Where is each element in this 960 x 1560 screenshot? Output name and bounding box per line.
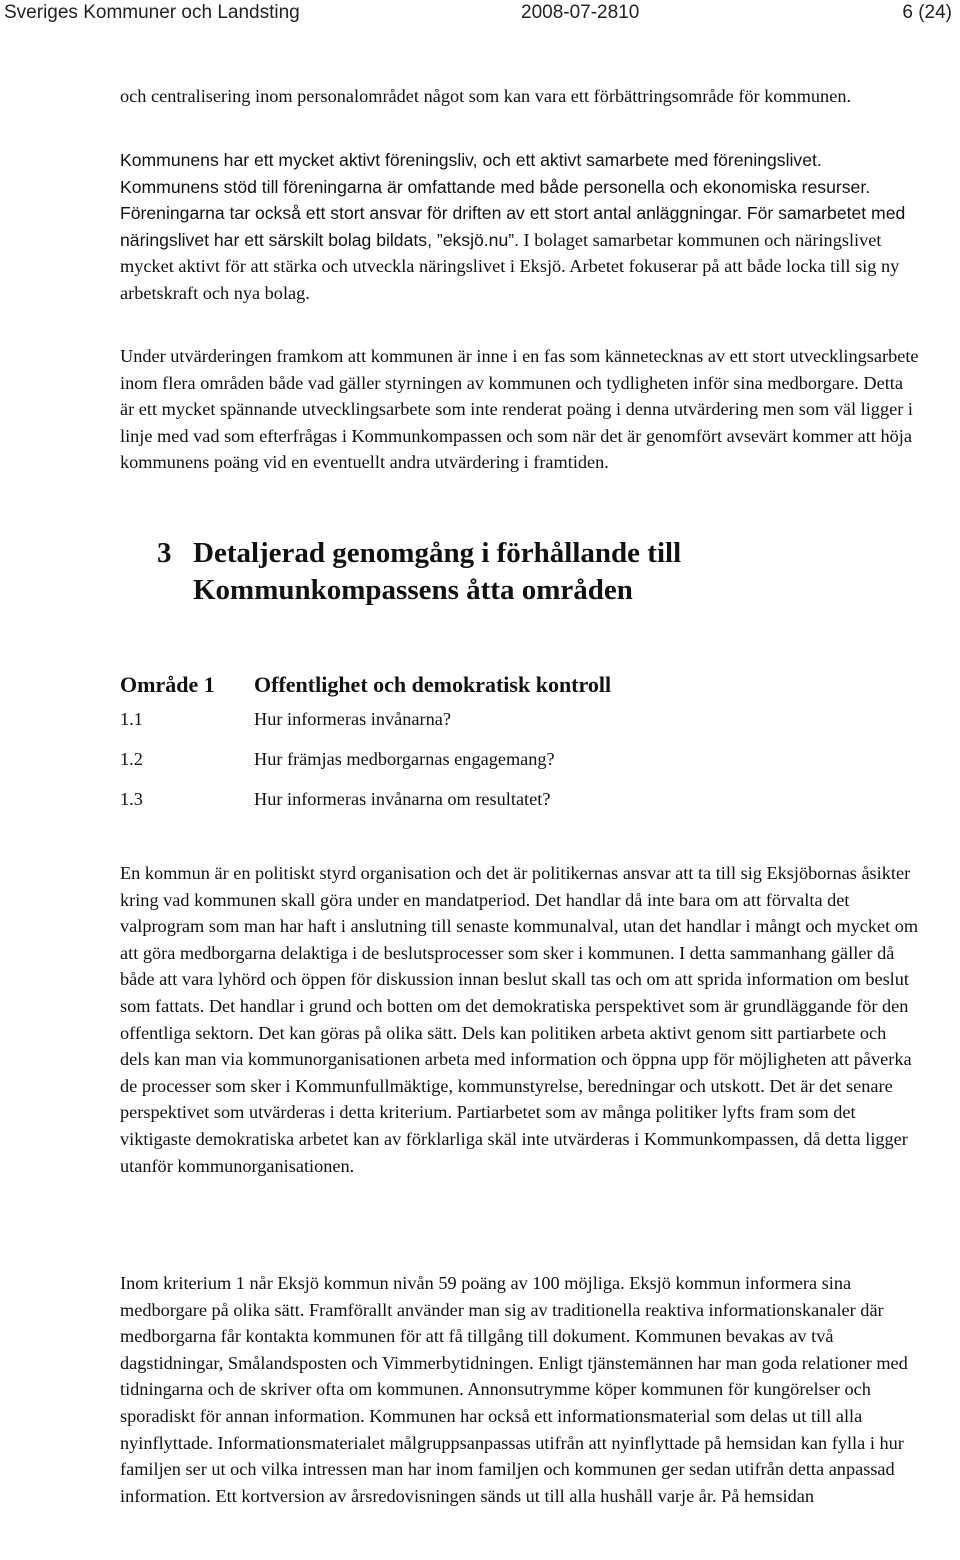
criterion-text: Hur främjas medborgarnas engagemang?: [254, 749, 555, 769]
criterion-number: 1.1: [120, 709, 143, 729]
area-label: Område 1: [120, 672, 215, 697]
header-page-number: 6 (24): [902, 2, 952, 23]
criterion-number: 1.2: [120, 749, 143, 769]
paragraph-foreningsliv-serif: I bolaget samarbetar kommunen och näringslivet mycket aktivt för att stärka och utveckla näringslivet i Eksjö. Arbetet fokuserar på att både locka till sig ny arbetskraft och nya bolag.: [120, 229, 900, 303]
criterion-text: Hur informeras invånarna om resultatet?: [254, 789, 551, 809]
paragraph-utvardering: Under utvärderingen framkom att kommunen är inne i en fas som kännetecknas av ett stort utvecklingsarbete inom flera områden både vad gäller styrningen av kommunen och tydligheten inför sina medborgare. Detta är ett mycket spännande utvecklingsarbete som inte renderat poäng i denna utvärdering men som väl ligger i linje med vad som efterfrågas i Kommunkompassen och som när det är genomfört avsevärt kommer att höja kommunens poäng vid en eventuellt andra utvärdering i framtiden.: [120, 346, 919, 473]
paragraph-kriterium-1: Inom kriterium 1 når Eksjö kommun nivån 59 poäng av 100 möjliga. Eksjö kommun informera sina medborgare på olika sätt. Framförallt använder man sig av traditionella reaktiva informationskanaler där medborgarna får kontakta kommunen för att få tillgång till dokument. Kommunen bevakas av två dagstidningar, Smålandsposten och Vimmerbytidningen. Enligt tjänstemännen har man goda relationer med tidningarna och de skriver ofta om kommunen. Annonsutrymme köper kommunen för kungörelser och sporadiskt för annan information. Kommunen har också ett informationsmaterial som delas ut till alla nyinflyttade. Informationsmaterialet målgruppsanpassas utifrån att nyinflyttade på hemsidan kan fylla i hur familjen ser ut och vilka intressen man har inom familjen och kommunen ger sedan utifrån detta anpassad information. Ett kortversion av årsredovisningen sänds ut till alla hushåll varje år. På hemsidan: [120, 1273, 908, 1506]
paragraph-foreningsliv: [120, 147, 920, 307]
area-title: Offentlighet och demokratisk kontroll: [254, 672, 612, 697]
paragraph-foreningsliv-sans: Kommunens har ett mycket aktivt föreningsliv, och ett aktivt samarbete med föreningslivet. Kommunens stöd till föreningarna är omfattande med både personella och ekonomiska resurser. Föreningarna tar också ett stort ansvar för driften av ett stort antal anläggningar. För samarbetet med näringslivet har ett särskilt bolag bildats, ”eksjö.nu”.: [120, 150, 906, 250]
paragraph-politiskt-styrd: En kommun är en politiskt styrd organisation och det är politikernas ansvar att ta till sig Eksjöbornas åsikter kring vad kommunen skall göra under en mandatperiod. Det handlar då inte bara om att förvalta det valprogram som man har haft i anslutning till senaste kommunalval, utan det handlar i mångt och mycket om att göra medborgarna delaktiga i de beslutsprocesser som sker i kommunen. I detta sammanhang gäller då både att vara lyhörd och öppen för diskussion innan beslut skall tas och om att sprida information om beslut som fattats. Det handlar i grund och botten om det demokratiska perspektivet som är grundläggande för den offentliga sektorn. Det kan göras på olika sätt. Dels kan politiken arbeta aktivt genom sitt partiarbete och dels kan man via kommunorganisationen arbeta med information och öppna upp för möjligheten att påverka de processer som sker i Kommunfullmäktige, kommunstyrelse, beredningar och utskott. Det är det senare perspektivet som utvärderas i detta kriterium. Partiarbetet som av många politiker lyfts fram som det viktigaste demokratiska arbetet kan av förklarliga skäl inte utvärderas i Kommunkompassen, då detta ligger utanför kommunorganisationen.: [120, 863, 919, 1176]
header-organization: Sveriges Kommuner och Landsting: [4, 2, 300, 23]
section-number: 3: [157, 537, 172, 569]
section-title: Detaljerad genomgång i förhållande till Kommunkompassens åtta områden: [193, 537, 682, 606]
criterion-text: Hur informeras invånarna?: [254, 709, 451, 729]
page-header: [0, 0, 960, 28]
paragraph-centralisering: och centralisering inom personalområdet något som kan vara ett förbättringsområde för kommunen.: [120, 86, 852, 106]
criterion-number: 1.3: [120, 789, 143, 809]
header-date: 2008-07-2810: [521, 2, 640, 23]
